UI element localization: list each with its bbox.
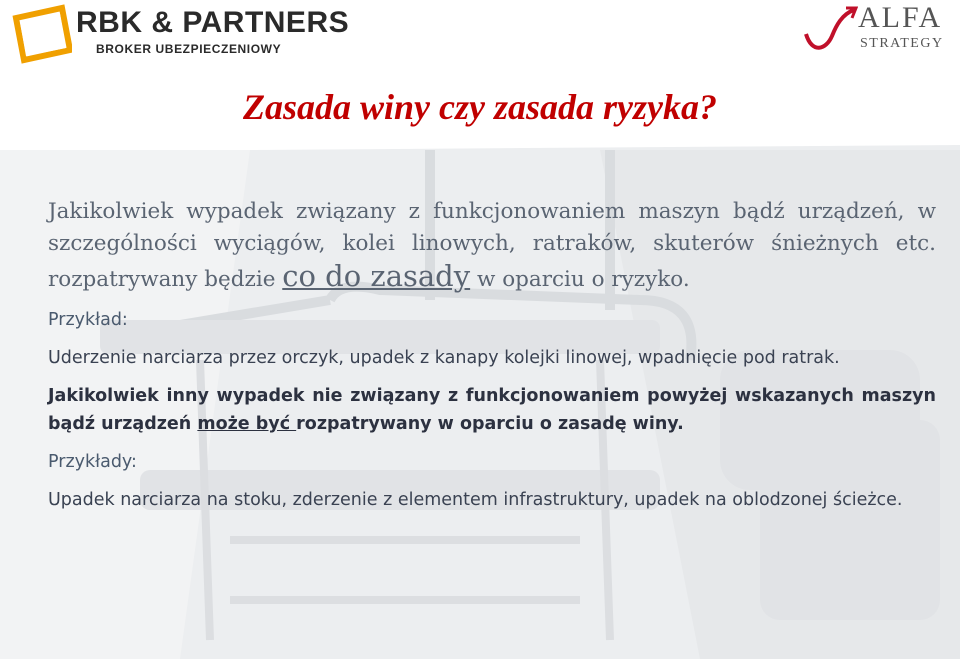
paragraph-risk-principle [48, 196, 936, 296]
examples-label: Przykłady: [48, 452, 137, 472]
alfa-logo-title: ALFA [858, 1, 943, 34]
paragraph-fault-text-start: Jakikolwiek inny wypadek nie związany z funkcjonowaniem powyżej wskazanych maszyn bądź urządzeń [48, 386, 936, 434]
example-label: Przykład: [48, 310, 128, 330]
alfa-logo-swoosh-icon [802, 4, 858, 54]
rbk-logo-mark-icon [10, 4, 72, 64]
paragraph-fault-principle [48, 382, 936, 438]
paragraph-fault-emphasis: może być [197, 414, 297, 434]
paragraph-risk-text-end: w oparciu o ryzyko. [470, 267, 690, 292]
example-text: Uderzenie narciarza przez orczyk, upadek z kanapy kolejki linowej, wpadnięcie pod ratrak. [48, 348, 840, 368]
examples-text: Upadek narciarza na stoku, zderzenie z elementem infrastruktury, upadek na oblodzonej ścieżce. [48, 490, 903, 510]
rbk-partners-logo [4, 2, 350, 62]
alfa-logo-subtitle: STRATEGY [860, 36, 944, 51]
slide-title: Zasada winy czy zasada ryzyka? [243, 87, 717, 127]
paragraph-risk-text-start: Jakikolwiek wypadek związany z funkcjonowaniem maszyn bądź urządzeń, w szczególności wyciągów, kolei linowych, ratraków, skuterów śnieżnych etc. rozpatrywany będzie [48, 199, 936, 292]
rbk-logo-subtitle: BROKER UBEZPIECZENIOWY [96, 42, 282, 56]
paragraph-risk-emphasis: co do zasady [282, 259, 471, 293]
alfa-strategy-logo [800, 0, 960, 58]
paragraph-fault-text-end: rozpatrywany w oparciu o zasadę winy. [296, 414, 684, 434]
slide-content [48, 196, 936, 514]
rbk-logo-title: RBK & PARTNERS [76, 6, 350, 39]
